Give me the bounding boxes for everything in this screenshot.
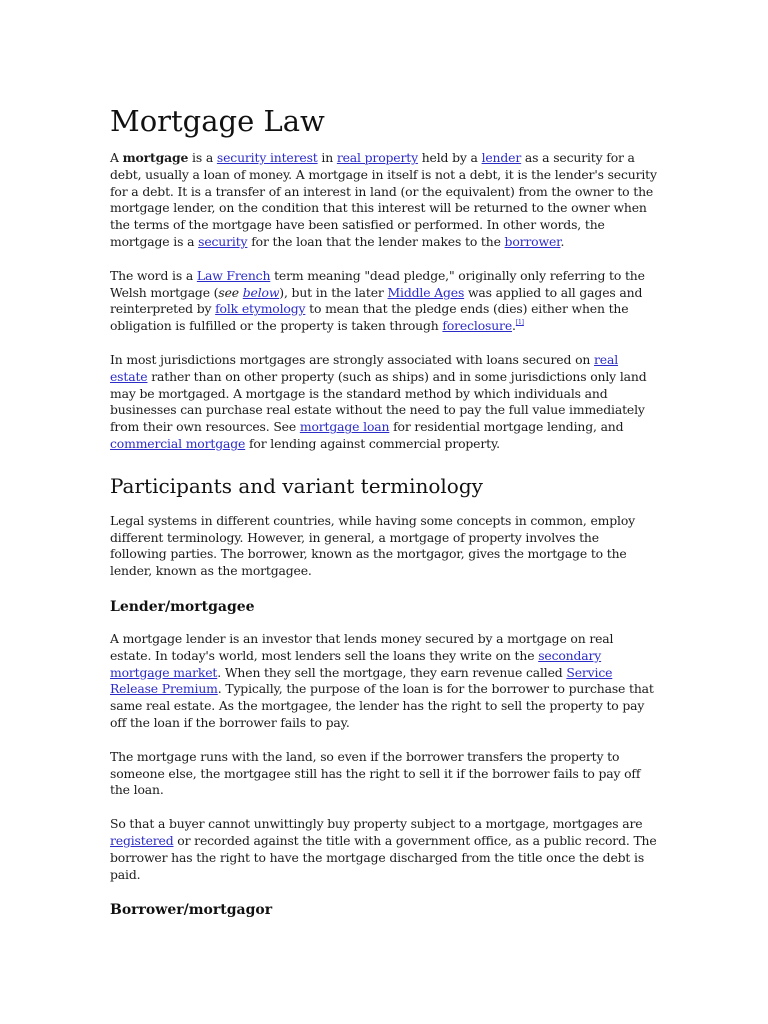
text: for lending against commercial property. [245,435,500,451]
text: . Typically, the purpose of the loan is for the borrower to purchase that same real estate. As the mortgagee, the lender has the right to sell the property to pay off the loan if the borrower fails to pay. [110,681,654,730]
intro-paragraph-2 [110,268,658,335]
link-foreclosure[interactable]: foreclosure [442,318,513,334]
section-heading-participants: Participants and variant terminology [110,473,483,498]
intro-paragraph-1 [110,150,658,251]
text: . [512,318,516,334]
link-registered[interactable]: registered [110,832,174,848]
text: ), but in the later [279,284,388,300]
text: in [317,150,337,165]
link-real-estate[interactable]: real estate [110,351,619,384]
participants-paragraph: Legal systems in different countries, while having some concepts in common, employ different terminology. However, in general, a mortgage of property involves the following parties. The borrower, known as the mortgagor, gives the mortgage to the lender, known as the mortgagee. [110,512,635,579]
lender-paragraph-1 [110,631,658,732]
text: rather than on other property (such as ships) and in some jurisdictions only land may be mortgaged. A mortgage is the standard method by which individuals and businesses can purchase real estate without the need to pay the full value immediately from their own resources. See [110,368,647,435]
text: . [560,233,565,249]
article [110,100,658,934]
reference-link[interactable]: [1] [515,319,524,327]
link-lender[interactable]: lender [481,150,522,165]
text: A mortgage lender is an investor that lends money secured by a mortgage on real estate. In today's world, most lenders sell the loans they write on the [110,630,614,663]
page-title: Mortgage Law [110,104,325,138]
text: So that a buyer cannot unwittingly buy property subject to a mortgage, mortgages are [110,816,643,832]
link-service-release-premium[interactable]: Service Release Premium [110,664,613,697]
link-folk-etymology[interactable]: folk etymology [215,301,306,317]
text: is a [188,150,217,165]
text: . When they sell the mortgage, they earn revenue called [217,664,567,680]
text: to mean that the pledge ends (dies) either when the obligation is fulfilled or the property is taken through [110,301,629,334]
subsection-heading-lender: Lender/mortgagee [110,598,255,615]
text: In most jurisdictions mortgages are strongly associated with loans secured on [110,351,594,367]
intro-paragraph-3 [110,352,658,453]
text: held by a [417,150,482,165]
text: for residential mortgage lending, and [389,419,624,435]
link-real-property[interactable]: real property [336,150,418,165]
text: A [110,150,123,165]
text: term meaning "dead pledge," originally only referring to the Welsh mortgage ( [110,267,645,300]
text: The word is a [110,267,197,283]
text: as a security for a debt, usually a loan of money. A mortgage in itself is not a debt, it is the lender's security for a debt. It is a transfer of an interest in land (or the equivalent) from the owner to the mortgage lender, on the condition that this interest will be returned to the owner when the terms of the mortgage have been satisfied or performed. In other words, the mortgage is a [110,150,657,249]
link-law-french[interactable]: Law French [196,267,271,283]
bold-term: mortgage [122,150,189,165]
link-commercial-mortgage[interactable]: commercial mortgage [110,435,246,451]
link-security[interactable]: security [198,233,248,249]
link-secondary-mortgage-market[interactable]: secondary mortgage market [110,647,602,680]
link-security-interest[interactable]: security interest [216,150,318,165]
lender-paragraph-2: The mortgage runs with the land, so even if the borrower transfers the property to someone else, the mortgagee still has the right to sell it if the borrower fails to pay off the loan. [110,748,641,798]
italic-see: see [218,284,239,300]
text: was applied to all gages and reinterpreted by [110,284,643,317]
lender-paragraph-3 [110,816,658,883]
link-middle-ages[interactable]: Middle Ages [387,284,465,300]
link-mortgage-loan[interactable]: mortgage loan [299,419,390,435]
link-borrower[interactable]: borrower [504,233,561,249]
subsection-heading-borrower: Borrower/mortgagor [110,902,273,919]
text: for the loan that the lender makes to the [247,233,505,249]
link-below[interactable]: below [242,284,280,300]
text: or recorded against the title with a government office, as a public record. The borrower has the right to have the mortgage discharged from the title once the debt is paid. [110,832,657,882]
